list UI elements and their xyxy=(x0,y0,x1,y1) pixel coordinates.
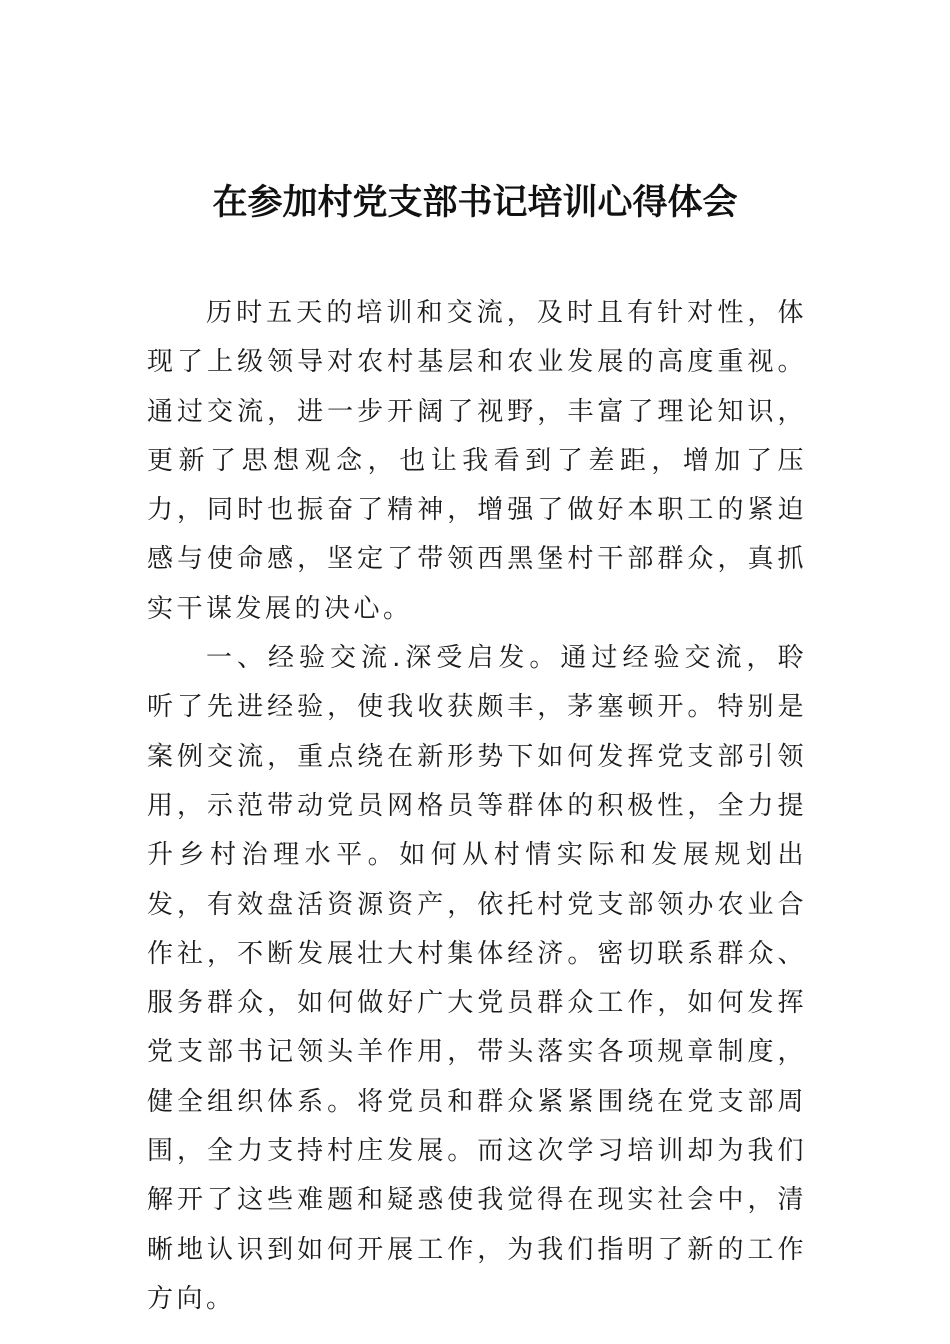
document-title: 在参加村党支部书记培训心得体会 xyxy=(212,182,738,224)
paragraph-experience-exchange: 一、经验交流.深受启发。通过经验交流，聆听了先进经验，使我收获颇丰，茅塞顿开。特别是案例交流，重点绕在新形势下如何发挥党支部引领用，示范带动党员网格员等群体的积极性，全力提升乡村治理水平。如何从村情实际和发展规划出发，有效盘活资源资产，依托村党支部领办农业合作社，不断发展壮大村集体经济。密切联系群众、服务群众，如何做好广大党员群众工作，如何发挥党支部书记领头羊作用，带头落实各项规章制度，健全组织体系。将党员和群众紧紧围绕在党支部周围，全力支持村庄发展。而这次学习培训却为我们解开了这些难题和疑惑使我觉得在现实社会中，清晰地认识到如何开展工作，为我们指明了新的工作方向。 xyxy=(147,643,807,1314)
paragraph-intro: 历时五天的培训和交流，及时且有针对性，体现了上级领导对农村基层和农业发展的高度重视。通过交流，进一步开阔了视野，丰富了理论知识，更新了思想观念，也让我看到了差距，增加了压力，同时也振奋了精神，增强了做好本职工的紧迫感与使命感，坚定了带领西黑堡村干部群众，真抓实干谋发展的决心。 xyxy=(147,298,807,624)
document-body xyxy=(147,289,807,1324)
